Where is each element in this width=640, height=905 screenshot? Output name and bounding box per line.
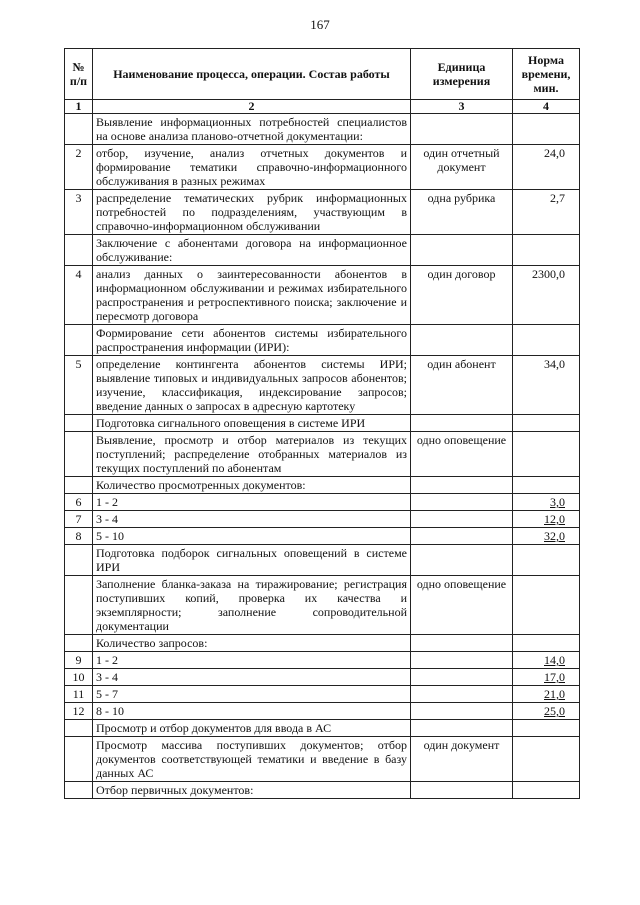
row-number xyxy=(65,325,93,356)
row-name: 5 - 7 xyxy=(93,686,411,703)
table-row xyxy=(65,190,580,235)
row-norm xyxy=(513,235,580,266)
row-name: 1 - 2 xyxy=(93,494,411,511)
row-unit: одно оповещение xyxy=(411,432,513,477)
row-number xyxy=(65,432,93,477)
row-name: определение контингента абонентов системы ИРИ; выявление типовых и индивидуальных запросов абонентов; изучение, классификация, индексирование запросов; введение данных о запросах в адресную картотеку xyxy=(93,356,411,415)
row-norm: 17,0 xyxy=(513,669,580,686)
row-number: 12 xyxy=(65,703,93,720)
row-unit xyxy=(411,782,513,799)
column-numbers-row xyxy=(65,100,580,114)
row-number xyxy=(65,635,93,652)
row-unit xyxy=(411,235,513,266)
row-norm: 3,0 xyxy=(513,494,580,511)
row-norm xyxy=(513,545,580,576)
norms-table xyxy=(64,48,580,799)
row-number: 10 xyxy=(65,669,93,686)
column-number: 3 xyxy=(411,100,513,114)
row-name: Количество запросов: xyxy=(93,635,411,652)
row-number: 7 xyxy=(65,511,93,528)
column-number: 2 xyxy=(93,100,411,114)
row-norm xyxy=(513,782,580,799)
row-unit xyxy=(411,477,513,494)
row-name: 1 - 2 xyxy=(93,652,411,669)
row-norm xyxy=(513,737,580,782)
table-row xyxy=(65,720,580,737)
table-header-row xyxy=(65,49,580,100)
row-norm: 34,0 xyxy=(513,356,580,415)
row-name: 5 - 10 xyxy=(93,528,411,545)
row-unit xyxy=(411,415,513,432)
row-unit xyxy=(411,635,513,652)
row-norm: 2300,0 xyxy=(513,266,580,325)
row-number xyxy=(65,114,93,145)
table-row xyxy=(65,545,580,576)
row-unit xyxy=(411,528,513,545)
table-row xyxy=(65,686,580,703)
row-number: 2 xyxy=(65,145,93,190)
row-name: Заполнение бланка-заказа на тиражирование; регистрация поступивших копий, проверка их качества и экземплярности; заполнение сопроводительной документации xyxy=(93,576,411,635)
column-number: 1 xyxy=(65,100,93,114)
row-name: 3 - 4 xyxy=(93,511,411,528)
row-name: Выявление, просмотр и отбор материалов из текущих поступлений; распределение отобранных материалов из текущих поступлений по абонентам xyxy=(93,432,411,477)
table-row xyxy=(65,703,580,720)
row-name: Выявление информационных потребностей специалистов на основе анализа планово-отчетной документации: xyxy=(93,114,411,145)
row-unit xyxy=(411,114,513,145)
row-name: Заключение с абонентами договора на информационное обслуживание: xyxy=(93,235,411,266)
table-row xyxy=(65,477,580,494)
header-num: № п/п xyxy=(65,49,93,100)
row-unit: один документ xyxy=(411,737,513,782)
row-name: анализ данных о заинтересованности абонентов в информационном обслуживании и режимах избирательного распространения и ретроспективного поиска; заключение и пересмотр договора xyxy=(93,266,411,325)
row-norm: 25,0 xyxy=(513,703,580,720)
row-unit: один абонент xyxy=(411,356,513,415)
row-name: отбор, изучение, анализ отчетных документов и формирование тематики справочно-информационного обслуживания в разных режимах xyxy=(93,145,411,190)
table-row xyxy=(65,266,580,325)
table-row xyxy=(65,432,580,477)
row-name: 8 - 10 xyxy=(93,703,411,720)
table-row xyxy=(65,528,580,545)
row-norm: 14,0 xyxy=(513,652,580,669)
column-number: 4 xyxy=(513,100,580,114)
row-name: Подготовка сигнального оповещения в системе ИРИ xyxy=(93,415,411,432)
table-row xyxy=(65,669,580,686)
row-name: Отбор первичных документов: xyxy=(93,782,411,799)
row-name: 3 - 4 xyxy=(93,669,411,686)
table-row xyxy=(65,494,580,511)
row-number: 8 xyxy=(65,528,93,545)
table-row xyxy=(65,415,580,432)
row-number xyxy=(65,477,93,494)
table-row xyxy=(65,635,580,652)
table-row xyxy=(65,235,580,266)
row-name: Формирование сети абонентов системы избирательного распространения информации (ИРИ): xyxy=(93,325,411,356)
row-norm xyxy=(513,325,580,356)
table-body xyxy=(65,114,580,799)
row-name: Просмотр массива поступивших документов; отбор документов соответствующей тематики и введение в базу данных АС xyxy=(93,737,411,782)
row-name: Просмотр и отбор документов для ввода в АС xyxy=(93,720,411,737)
row-norm xyxy=(513,432,580,477)
row-number: 9 xyxy=(65,652,93,669)
table-row xyxy=(65,325,580,356)
row-norm: 21,0 xyxy=(513,686,580,703)
row-unit xyxy=(411,669,513,686)
table-row xyxy=(65,356,580,415)
row-number xyxy=(65,782,93,799)
row-unit xyxy=(411,652,513,669)
row-number: 11 xyxy=(65,686,93,703)
row-norm xyxy=(513,635,580,652)
row-number: 4 xyxy=(65,266,93,325)
row-number: 3 xyxy=(65,190,93,235)
header-name: Наименование процесса, операции. Состав работы xyxy=(93,49,411,100)
row-number xyxy=(65,576,93,635)
row-norm xyxy=(513,415,580,432)
row-norm xyxy=(513,576,580,635)
header-unit: Единица измерения xyxy=(411,49,513,100)
row-unit: один договор xyxy=(411,266,513,325)
row-number xyxy=(65,235,93,266)
row-norm xyxy=(513,477,580,494)
table-row xyxy=(65,652,580,669)
row-norm: 12,0 xyxy=(513,511,580,528)
row-unit xyxy=(411,703,513,720)
row-number xyxy=(65,720,93,737)
row-unit: одна рубрика xyxy=(411,190,513,235)
row-unit xyxy=(411,511,513,528)
row-number xyxy=(65,415,93,432)
row-number xyxy=(65,737,93,782)
row-unit xyxy=(411,494,513,511)
row-number: 5 xyxy=(65,356,93,415)
row-number: 6 xyxy=(65,494,93,511)
row-norm: 24,0 xyxy=(513,145,580,190)
page-number: 167 xyxy=(310,17,330,32)
row-unit xyxy=(411,720,513,737)
table-row xyxy=(65,114,580,145)
row-norm: 32,0 xyxy=(513,528,580,545)
row-unit: одно оповещение xyxy=(411,576,513,635)
table-row xyxy=(65,511,580,528)
row-norm xyxy=(513,720,580,737)
row-unit: один отчетный документ xyxy=(411,145,513,190)
row-name: распределение тематических рубрик информационных потребностей по подразделениям, участвующим в справочно-информационном обслуживании xyxy=(93,190,411,235)
row-norm: 2,7 xyxy=(513,190,580,235)
row-name: Подготовка подборок сигнальных оповещений в системе ИРИ xyxy=(93,545,411,576)
table-row xyxy=(65,145,580,190)
row-unit xyxy=(411,686,513,703)
table-row xyxy=(65,782,580,799)
table-row xyxy=(65,737,580,782)
header-norm: Норма времени, мин. xyxy=(513,49,580,100)
table-row xyxy=(65,576,580,635)
row-name: Количество просмотренных документов: xyxy=(93,477,411,494)
row-unit xyxy=(411,545,513,576)
row-number xyxy=(65,545,93,576)
row-norm xyxy=(513,114,580,145)
row-unit xyxy=(411,325,513,356)
